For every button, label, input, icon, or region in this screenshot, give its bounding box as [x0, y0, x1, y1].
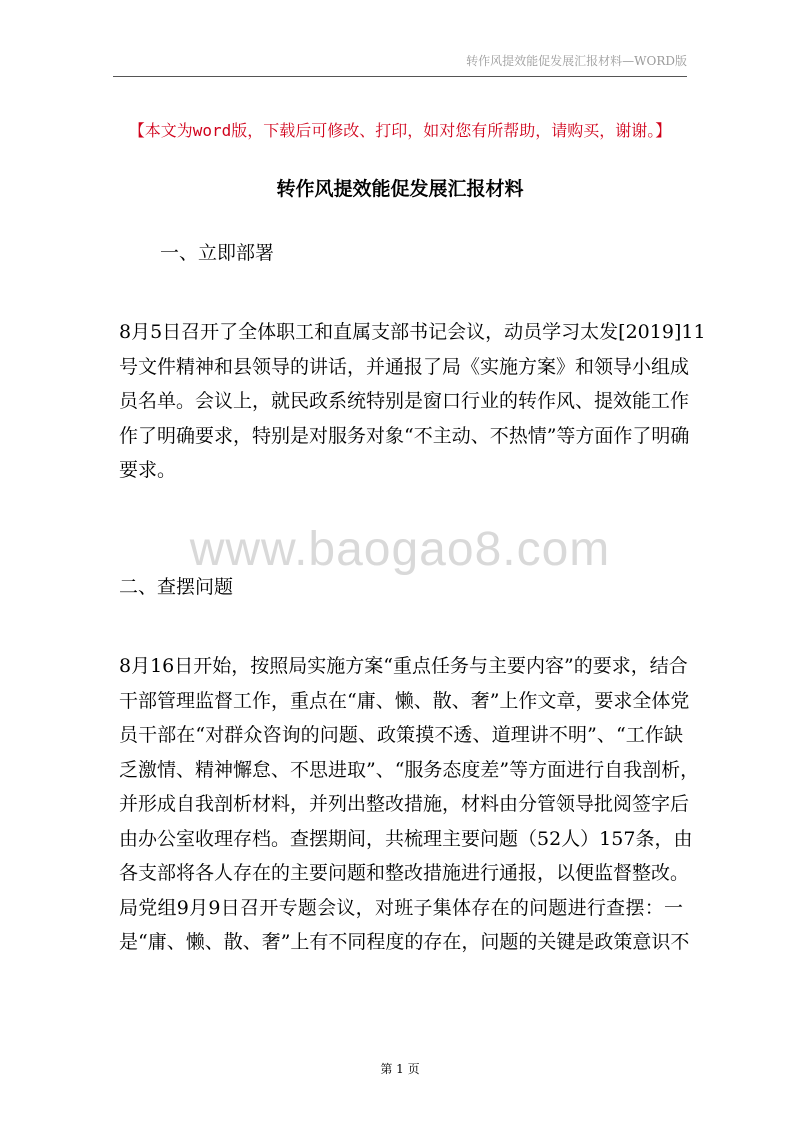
paragraph-line: 乏激情、精神懈怠、不思进取”、“服务态度差”等方面进行自我剖析，	[119, 758, 700, 781]
paragraph-line: 由办公室收理存档。查摆期间，共梳理主要问题（52人）157条，由	[119, 827, 693, 850]
paragraph-line: 是“庸、懒、散、奢”上有不同程度的存在，问题的关键是政策意识不	[119, 931, 690, 953]
paragraph-line: 号文件精神和县领导的讲话，并通报了局《实施方案》和领导小组成	[119, 355, 690, 378]
paragraph-line: 员干部在“对群众咨询的问题、政策摸不透、道理讲不明”、“工作缺	[119, 724, 683, 746]
paragraph-line: 要求。	[119, 459, 177, 481]
paragraph-line: 干部管理监督工作，重点在“庸、懒、散、奢”上作文章，要求全体党	[119, 689, 690, 712]
page-number: 第 1 页	[380, 1062, 420, 1076]
watermark: www.baogao8.com	[189, 523, 611, 576]
section-paragraph-2	[119, 649, 700, 960]
paragraph-line: 局党组9月9日召开专题会议，对班子集体存在的问题进行查摆：一	[119, 896, 683, 919]
download-notice: 【本文为word版，下载后可修改、打印，如对您有所帮助，请购买，谢谢。】	[128, 121, 672, 140]
document-title: 转作风提效能促发展汇报材料	[276, 178, 524, 200]
paragraph-line: 8月16日开始，按照局实施方案“重点任务与主要内容”的要求，结合	[119, 655, 688, 677]
section-heading-2: 二、查摆问题	[119, 576, 234, 598]
page-header	[113, 52, 687, 77]
paragraph-line: 8月5日召开了全体职工和直属支部书记会议，动员学习太发[2019]11	[119, 321, 706, 343]
header-text: 转作风提效能促发展汇报材料—WORD版	[466, 54, 687, 68]
paragraph-line: 各支部将各人存在的主要问题和整改措施进行通报，以便监督整改。	[119, 862, 690, 884]
paragraph-line: 员名单。会议上，就民政系统特别是窗口行业的转作风、提效能工作	[119, 390, 690, 412]
paragraph-line: 作了明确要求，特别是对服务对象“不主动、不热情”等方面作了明确	[119, 424, 690, 447]
section-paragraph-1	[119, 315, 706, 488]
section-heading-1: 一、立即部署	[160, 242, 275, 264]
paragraph-line: 并形成自我剖析材料，并列出整改措施，材料由分管领导批阅签字后	[119, 793, 690, 815]
